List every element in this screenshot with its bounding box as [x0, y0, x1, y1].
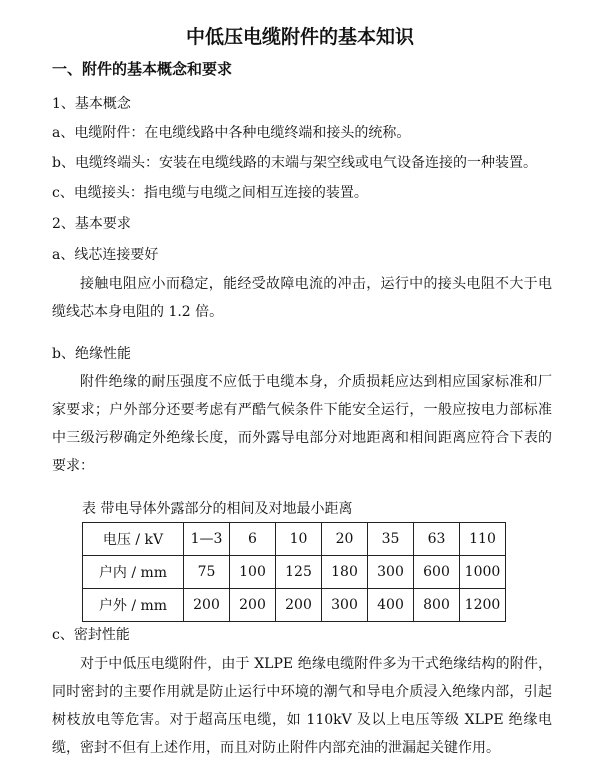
table-cell: 110: [460, 523, 506, 556]
concept-b: b、电缆终端头：安装在电缆线路的末端与架空线或电气设备连接的一种装置。: [52, 155, 537, 171]
table-cell: 600: [414, 556, 460, 589]
table-row: [83, 556, 506, 589]
subsection-heading-concepts: 1、基本概念: [52, 96, 131, 112]
page-title: 中低压电缆附件的基本知识: [185, 26, 414, 48]
requirement-a-heading: a、线芯连接要好: [52, 247, 159, 263]
table-row: [83, 589, 506, 622]
table-caption: 表 带电导体外露部分的相间及对地最小距离: [82, 501, 353, 517]
table-cell: 200: [230, 589, 276, 622]
table-cell: 10: [276, 523, 322, 556]
table-cell: 1—3: [184, 523, 230, 556]
table-cell: 300: [368, 556, 414, 589]
table-cell: 63: [414, 523, 460, 556]
table-cell: 6: [230, 523, 276, 556]
table-cell: 200: [184, 589, 230, 622]
subsection-heading-requirements: 2、基本要求: [52, 216, 131, 232]
table-cell: 180: [322, 556, 368, 589]
table-cell: 400: [368, 589, 414, 622]
table-cell: 100: [230, 556, 276, 589]
concept-c: c、电缆接头：指电缆与电缆之间相互连接的装置。: [52, 185, 368, 201]
concept-a: a、电缆附件：在电缆线路中各种电缆终端和接头的统称。: [52, 125, 411, 141]
table-cell: 75: [184, 556, 230, 589]
table-row: [83, 523, 506, 556]
section-heading: 一、附件的基本概念和要求: [52, 60, 233, 78]
table-cell: 200: [276, 589, 322, 622]
table-row-label: 电压 / kV: [83, 523, 184, 556]
table-cell: 300: [322, 589, 368, 622]
table-row-label: 户外 / mm: [83, 589, 184, 622]
table-cell: 125: [276, 556, 322, 589]
requirement-b-text: 附件绝缘的耐压强度不应低于电缆本身，介质损耗应达到相应国家标准和厂家要求；户外部分还要考虑有严酷气候条件下能安全运行，一般应按电力部标准中三级污秽确定外绝缘长度，而外露导电部分对地距离和相间距离应符合下表的要求：: [52, 374, 552, 474]
table-cell: 800: [414, 589, 460, 622]
requirement-b-heading: b、绝缘性能: [52, 346, 131, 362]
distance-table: [82, 522, 506, 622]
requirement-c-text: 对于中低压电缆附件，由于 XLPE 绝缘电缆附件多为干式绝缘结构的附件，同时密封的主要作用就是防止运行中环境的潮气和导电介质浸入绝缘内部，引起树枝放电等危害。对于超高压电缆，如 110kV 及以上电压等级 XLPE 绝缘电缆，密封不但有上述作用，而且对防止附件内部充油的泄漏起关键作用。: [52, 656, 552, 756]
table-cell: 35: [368, 523, 414, 556]
table-cell: 20: [322, 523, 368, 556]
requirement-a-text: 接触电阻应小而稳定，能经受故障电流的冲击，运行中的接头电阻不大于电缆线芯本身电阻的 1.2 倍。: [52, 276, 552, 320]
table-cell: 1000: [460, 556, 506, 589]
table-cell: 1200: [460, 589, 506, 622]
table-row-label: 户内 / mm: [83, 556, 184, 589]
requirement-c-heading: c、密封性能: [52, 627, 130, 643]
